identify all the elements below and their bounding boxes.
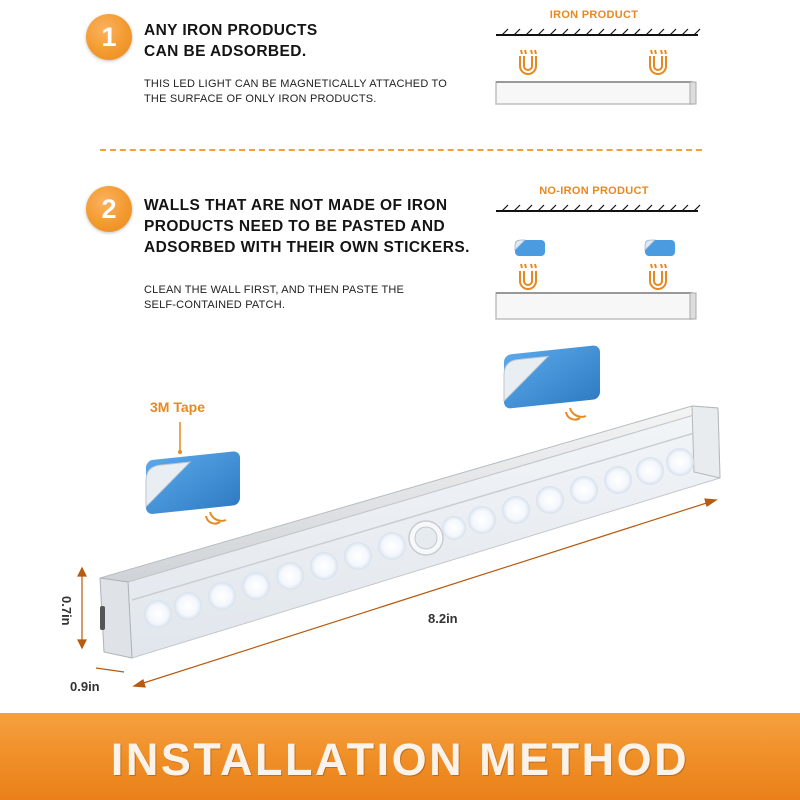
step-1-number: 1 (86, 14, 132, 60)
section-divider (100, 149, 702, 151)
led (468, 506, 496, 534)
step-2-description: CLEAN THE WALL FIRST, AND THEN PASTE THE SELF-CONTAINED PATCH. (144, 284, 405, 311)
led (570, 476, 598, 504)
no-iron-product-diagram (490, 196, 700, 326)
length-label: 8.2in (428, 611, 458, 626)
led (666, 448, 694, 476)
step-2-heading: WALLS THAT ARE NOT MADE OF IRON PRODUCTS NEED TO BE PASTED AND ADSORBED WITH THEIR OWN STICKERS. (144, 197, 470, 256)
led (242, 572, 270, 600)
height-label: 0.7in (59, 596, 74, 626)
height-dimension-line (78, 568, 86, 648)
led (636, 457, 664, 485)
tape-label: 3M Tape (150, 399, 205, 415)
iron-product-diagram (490, 20, 700, 115)
magnet-icon (520, 50, 536, 74)
led-bar-illustration (0, 340, 800, 700)
tape-sticker-left (146, 451, 240, 515)
width-dimension-line (96, 668, 124, 672)
led (208, 582, 236, 610)
iron-product-label: IRON PRODUCT (549, 9, 639, 21)
led (536, 486, 564, 514)
tape-sticker-right (504, 345, 600, 409)
installation-banner (0, 713, 800, 800)
led (502, 496, 530, 524)
magnet-icon (520, 264, 536, 289)
magnet-icon (650, 50, 666, 74)
sticker-icon (645, 240, 675, 256)
led (174, 592, 202, 620)
led (442, 516, 466, 540)
led (378, 532, 406, 560)
banner-title: INSTALLATION METHOD (110, 734, 690, 785)
led (276, 562, 304, 590)
magnet-icon (566, 408, 586, 420)
step-2-number: 2 (86, 186, 132, 232)
no-iron-product-label: NO-IRON PRODUCT (539, 185, 649, 197)
motion-sensor (409, 521, 443, 555)
step-1-heading: ANY IRON PRODUCTS CAN BE ADSORBED. (144, 22, 318, 60)
usb-port (100, 606, 105, 630)
magnet-icon (206, 512, 226, 524)
width-label: 0.9in (70, 679, 100, 694)
step-1-description: THIS LED LIGHT CAN BE MAGNETICALLY ATTACHED TO THE SURFACE OF ONLY IRON PRODUCTS. (144, 78, 448, 105)
led (310, 552, 338, 580)
sticker-icon (515, 240, 545, 256)
led (604, 466, 632, 494)
led (344, 542, 372, 570)
led (144, 600, 172, 628)
magnet-icon (650, 264, 666, 289)
